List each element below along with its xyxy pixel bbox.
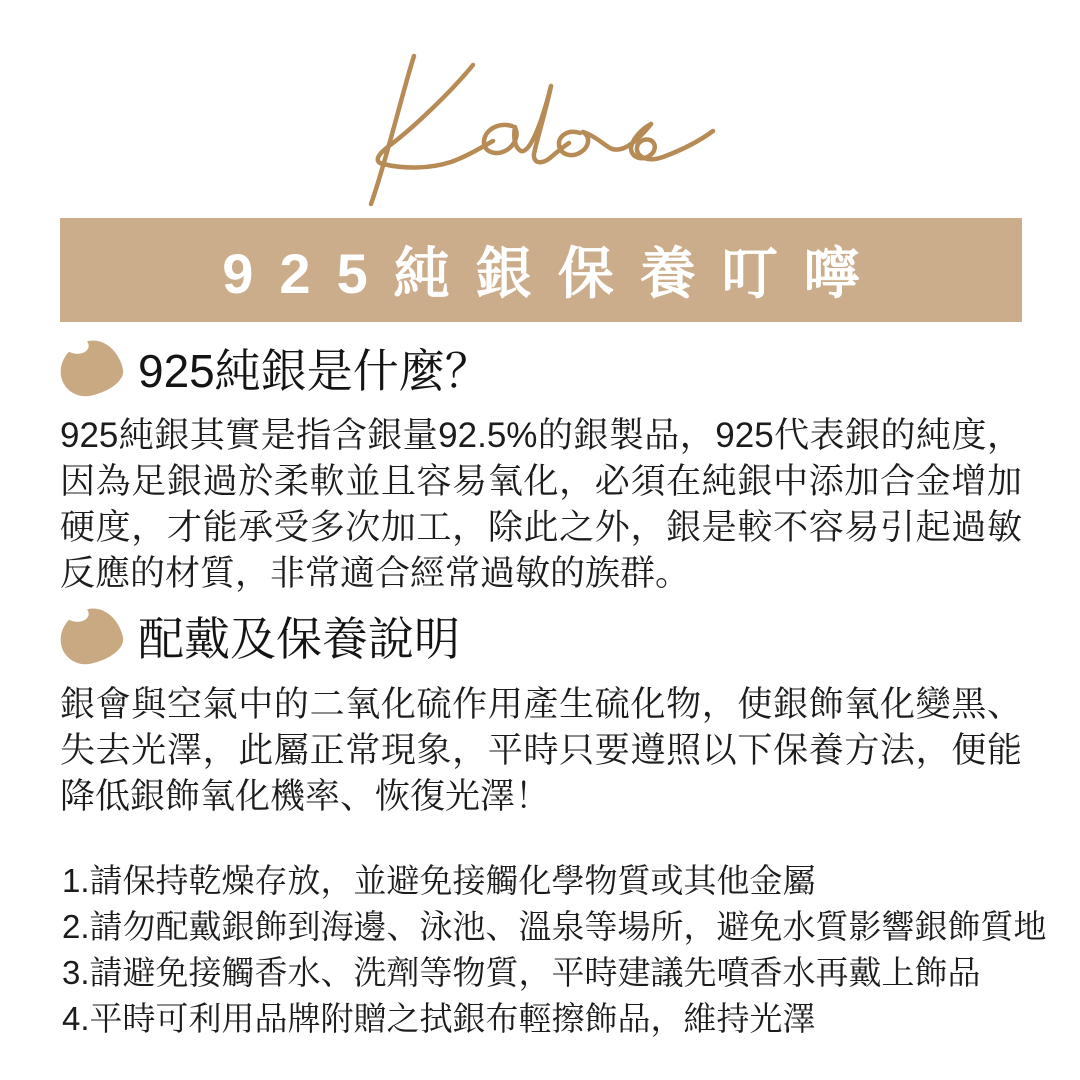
section-heading-what-is-925 — [60, 338, 491, 398]
section-title: 925純銀是什麼？ — [138, 345, 491, 397]
bean-bullet-icon — [55, 603, 127, 669]
section-body-care-instructions: 銀會與空氣中的二氧化硫作用產生硫化物，使銀飾氧化變黑、失去光澤，此屬正常現象，平時只要遵照以下保養方法，便能降低銀飾氧化機率、恢復光澤！ — [60, 685, 1022, 816]
brand-logo — [330, 50, 770, 220]
title-banner — [60, 218, 1022, 322]
section-heading-care-instructions — [60, 606, 460, 666]
bean-bullet-icon — [55, 335, 127, 401]
kalos-logo-script — [330, 50, 770, 220]
care-tip-item: 4.平時可利用品牌附贈之拭銀布輕擦飾品，維持光澤 — [62, 1000, 816, 1037]
care-tip-item: 1.請保持乾燥存放，並避免接觸化學物質或其他金屬 — [62, 862, 816, 899]
care-tips-list — [62, 858, 1052, 1042]
banner-title: 925純銀保養叮嚀 — [222, 242, 886, 305]
care-tip-item: 2.請勿配戴銀飾到海邊、泳池、溫泉等場所，避免水質影響銀飾質地 — [62, 908, 1047, 945]
section-title: 配戴及保養說明 — [138, 613, 460, 665]
care-tip-item: 3.請避免接觸香水、洗劑等物質，平時建議先噴香水再戴上飾品 — [62, 954, 981, 991]
section-body-what-is-925: 925純銀其實是指含銀量92.5%的銀製品，925代表銀的純度， 因為足銀過於柔軟並且容易氧化，必須在純銀中添加合金增加硬度，才能承受多次加工，除此之外，銀是較不容易引起過敏反應的材質，非常適合經常過敏的族群。 — [60, 416, 1022, 593]
